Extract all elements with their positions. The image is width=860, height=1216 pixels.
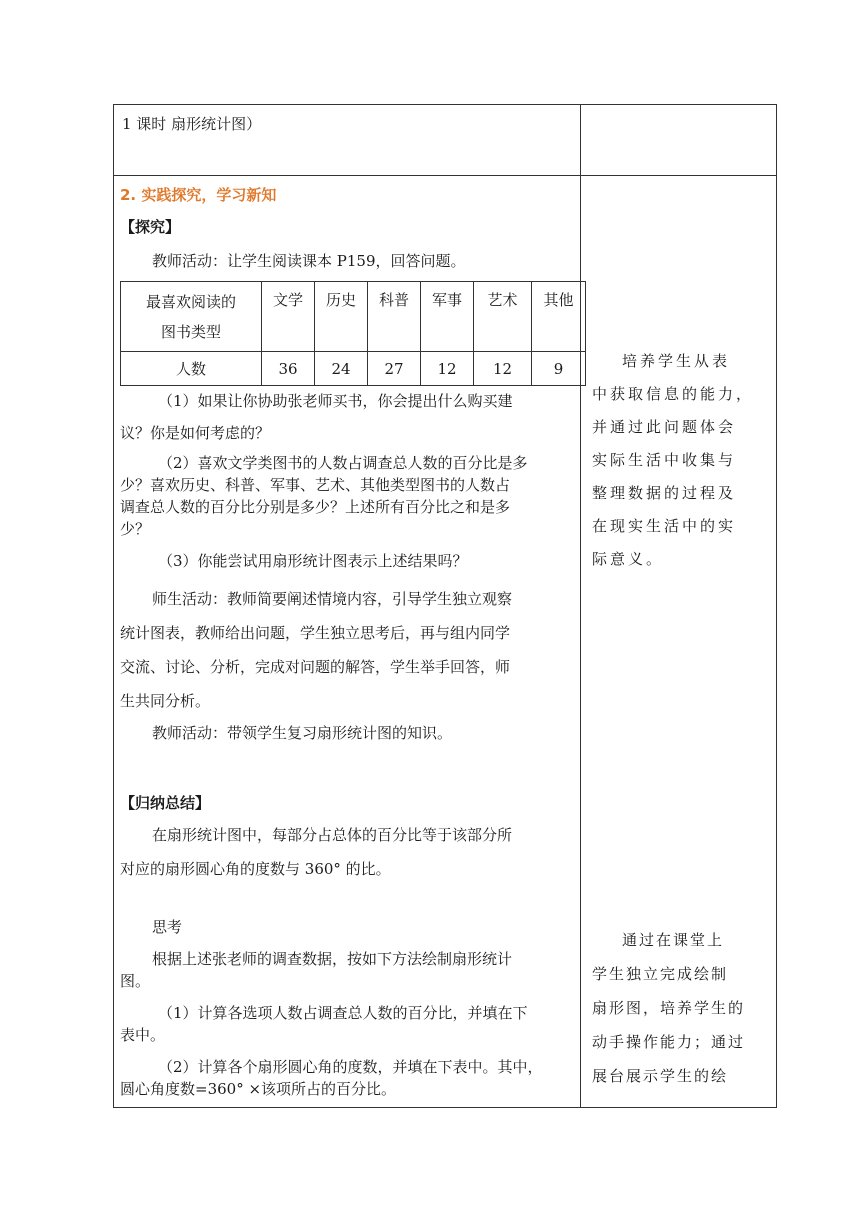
teacher-activity-1: 教师活动：让学生阅读课本 P159，回答问题。: [152, 252, 466, 270]
question-3: （3）你能尝试用扇形统计图表示上述结果吗？: [158, 552, 468, 570]
explore-heading: 【探究】: [120, 218, 181, 236]
table-header-line2: 图书类型: [160, 322, 221, 341]
question-1-line-1: （1）如果让你协助张老师买书，你会提出什么购买建: [158, 392, 513, 410]
reading-survey-table: [120, 281, 586, 386]
think-label: 思考: [152, 918, 183, 936]
side-note-1-line: 整理数据的过程及: [592, 484, 737, 502]
header-cell-text: 1 课时 扇形统计图）: [122, 115, 262, 133]
row-label-count: 人数: [121, 352, 262, 386]
side-note-1: [592, 345, 754, 576]
side-note-1-line: 并通过此问题体会: [592, 418, 737, 436]
side-note-2: [592, 923, 745, 1093]
count-cell: 24: [315, 352, 368, 386]
category-cell: 艺术: [474, 282, 532, 352]
section-title: 2. 实践探究，学习新知: [120, 186, 277, 204]
summary-line-1: 在扇形统计图中，每部分占总体的百分比等于该部分所: [152, 826, 513, 844]
count-cell: 9: [532, 352, 586, 386]
count-cell: 36: [262, 352, 315, 386]
category-cell: 科普: [368, 282, 421, 352]
side-note-1-line: 在现实生活中的实: [592, 517, 737, 535]
teacher-student-line-3: 交流、讨论、分析，完成对问题的解答，学生举手回答，师: [120, 658, 511, 676]
column-divider: [580, 105, 581, 1107]
teacher-student-line-2: 统计图表，教师给出问题，学生独立思考后，再与组内同学: [120, 624, 511, 642]
question-2-line-3: 调查总人数的百分比分别是多少？上述所有百分比之和是多: [120, 498, 511, 516]
think-line-1: 根据上述张老师的调查数据，按如下方法绘制扇形统计: [152, 950, 513, 968]
step-2-line-1: （2）计算各个扇形圆心角的度数，并填在下表中。其中，: [158, 1058, 543, 1076]
side-note-2-line: 展台展示学生的绘: [592, 1067, 729, 1085]
table-header-type: [121, 282, 262, 352]
side-note-1-line: 培养学生从表: [622, 352, 731, 370]
teacher-student-line-4: 生共同分析。: [120, 692, 211, 710]
teacher-student-line-1: 师生活动：教师简要阐述情境内容，引导学生独立观察: [152, 590, 513, 608]
side-note-1-line: 实际生活中收集与: [592, 451, 737, 469]
step-1-line-2: 表中。: [120, 1026, 166, 1044]
question-2-line-2: 少？喜欢历史、科普、军事、艺术、其他类型图书的人数占: [120, 476, 511, 494]
think-line-2: 图。: [120, 972, 151, 990]
summary-heading: 【归纳总结】: [120, 794, 211, 812]
question-1-line-2: 议？你是如何考虑的？: [120, 424, 271, 442]
side-note-2-line: 动手操作能力；通过: [592, 1033, 746, 1051]
side-note-2-line: 扇形图，培养学生的: [592, 999, 746, 1017]
summary-line-2: 对应的扇形圆心角的度数与 360° 的比。: [120, 860, 391, 878]
row-divider: [114, 175, 776, 176]
category-cell: 其他: [532, 282, 586, 352]
count-cell: 12: [474, 352, 532, 386]
question-2-line-4: 少？: [120, 520, 151, 538]
lesson-plan-table: [113, 104, 777, 1108]
step-1-line-1: （1）计算各选项人数占调查总人数的百分比，并填在下: [158, 1004, 528, 1022]
step-2-line-2: 圆心角度数=360° ×该项所占的百分比。: [120, 1080, 397, 1098]
side-note-2-line: 学生独立完成绘制: [592, 965, 729, 983]
count-cell: 27: [368, 352, 421, 386]
teacher-activity-2: 教师活动：带领学生复习扇形统计图的知识。: [152, 724, 453, 742]
side-note-2-line: 通过在课堂上: [622, 931, 725, 949]
question-2-line-1: （2）喜欢文学类图书的人数占调查总人数的百分比是多: [158, 454, 528, 472]
side-note-1-line: 际意义。: [592, 550, 665, 568]
table-header-line1: 最喜欢阅读的: [145, 292, 236, 311]
side-note-1-line: 中获取信息的能力，: [592, 385, 755, 403]
category-cell: 文学: [262, 282, 315, 352]
count-cell: 12: [421, 352, 474, 386]
category-cell: 历史: [315, 282, 368, 352]
category-cell: 军事: [421, 282, 474, 352]
